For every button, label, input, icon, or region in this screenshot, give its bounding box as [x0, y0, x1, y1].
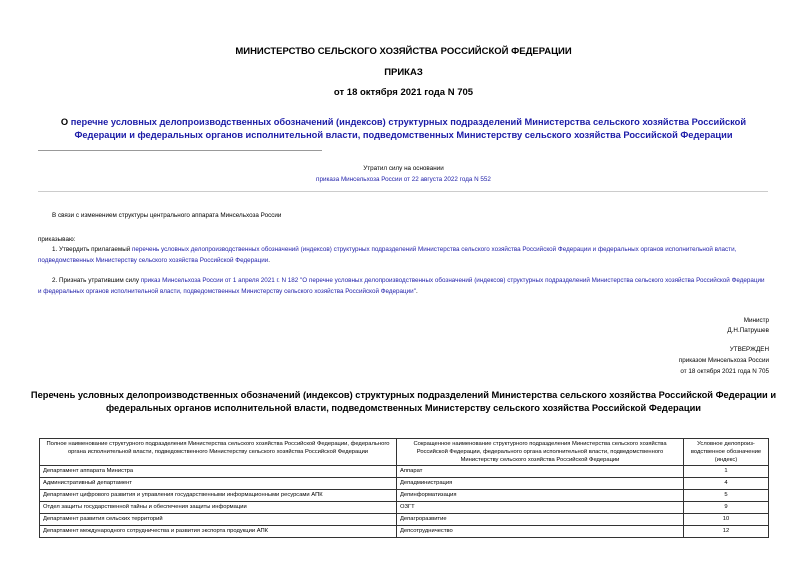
paragraph-1 [38, 244, 768, 266]
paragraph-1-link[interactable]: перечень условных делопроизводственных обозначений (индексов) структурных подразделений Министерства сельского хозяйства Российской Федерации и федеральных органов исполнительной власти, подведомственных Министерству сельского хозяйства Российской Федерации [38, 246, 737, 264]
approval-stamp-line-3: от 18 октября 2021 года N 705 [680, 368, 769, 375]
ministry-heading: МИНИСТЕРСТВО СЕЛЬСКОГО ХОЗЯЙСТВА РОССИЙСКОЙ ФЕДЕРАЦИИ [235, 46, 572, 57]
cell-index: 10 [684, 514, 769, 526]
cell-full-name: Департамент аппарата Министра [40, 466, 397, 478]
header-index: Условное делопроиз-водственное обозначение (индекс) [684, 439, 769, 466]
paragraph-2-suffix: . [415, 288, 418, 295]
table-row [40, 514, 769, 526]
intro-paragraph: В связи с изменением структуры центрального аппарата Минсельхоза России [52, 212, 282, 219]
table-row [40, 502, 769, 514]
cell-index: 12 [684, 526, 769, 538]
cell-full-name: Департамент цифрового развития и управления государственными информационными ресурсами АПК [40, 490, 397, 502]
cell-index: 4 [684, 478, 769, 490]
cell-index: 5 [684, 490, 769, 502]
paragraph-2-prefix: 2. Признать утратившим силу [52, 277, 141, 284]
cell-short-name: Депинформатизация [397, 490, 684, 502]
document-title [40, 116, 767, 142]
table-row [40, 526, 769, 538]
table-row [40, 466, 769, 478]
header-full-name: Полное наименование структурного подразделения Министерства сельского хозяйства Российской Федерации, федерального органа исполнительной власти, подведомственного Министерству сельского хозяйства Российской Федерации [40, 439, 397, 466]
signatory-name: Д.Н.Патрушев [727, 327, 769, 334]
divider-long [38, 191, 768, 192]
signatory-position: Министр [743, 317, 769, 324]
paragraph-2-link[interactable]: приказ Минсельхоза России от 1 апреля 2021 г. N 182 "О перечне условных делопроизводственных обозначений (индексов) структурных подразделений Министерства сельского хозяйства Российской Федерации и федеральных органов исполнительной власти, подведомственных Министерству сельского хозяйства Российской Федерации" [38, 277, 765, 295]
document-date-number: от 18 октября 2021 года N 705 [333, 87, 474, 98]
cell-short-name: Аппарат [397, 466, 684, 478]
lost-force-note: Утратил силу на основании [363, 165, 444, 172]
table-row [40, 490, 769, 502]
cell-short-name: Депсотрудничество [397, 526, 684, 538]
paragraph-1-prefix: 1. Утвердить прилагаемый [52, 246, 133, 253]
title-link[interactable]: перечне условных делопроизводственных обозначений (индексов) структурных подразделений Министерства сельского хозяйства Российской Федерации и федеральных органов исполнительной власти, подведомственных Министерству сельского хозяйства Российской Федерации [70, 117, 747, 140]
cell-full-name: Департамент развития сельских территорий [40, 514, 397, 526]
approval-stamp-line-2: приказом Минсельхоза России [678, 357, 769, 364]
title-prefix: О [60, 117, 71, 127]
divider-short [38, 150, 322, 151]
index-table [39, 438, 769, 538]
cell-short-name: Депадминистрация [397, 478, 684, 490]
lost-force-basis-link[interactable]: приказа Минсельхоза России от 22 августа 2022 года N 552 [316, 176, 491, 183]
paragraph-2 [38, 275, 768, 297]
cell-full-name: Департамент международного сотрудничества и развития экспорта продукции АПК [40, 526, 397, 538]
cell-full-name: Отдел защиты государственной тайны и обеспечения защиты информации [40, 502, 397, 514]
list-title: Перечень условных делопроизводственных обозначений (индексов) структурных подразделений Министерства сельского хозяйства Российской Федерации и федеральных органов исполнительной власти, подведомственных Министерству сельского хозяйства Российской Федерации [30, 390, 777, 413]
cell-short-name: ОЗГТ [397, 502, 684, 514]
paragraph-1-suffix: . [268, 257, 271, 264]
approval-stamp-line-1: УТВЕРЖДЕН [729, 346, 769, 353]
cell-full-name: Административный департамент [40, 478, 397, 490]
cell-index: 9 [684, 502, 769, 514]
document-type-heading: ПРИКАЗ [384, 67, 423, 78]
table-header-row [40, 439, 769, 466]
order-word: приказываю: [38, 236, 76, 243]
header-short-name: Сокращенное наименование структурного подразделения Министерства сельского хозяйства Российской Федерации, федерального органа исполнительной власти, подведомственного Министерству сельского хозяйства Российской Федерации [397, 439, 684, 466]
cell-short-name: Депагроразвитие [397, 514, 684, 526]
cell-index: 1 [684, 466, 769, 478]
table-row [40, 478, 769, 490]
